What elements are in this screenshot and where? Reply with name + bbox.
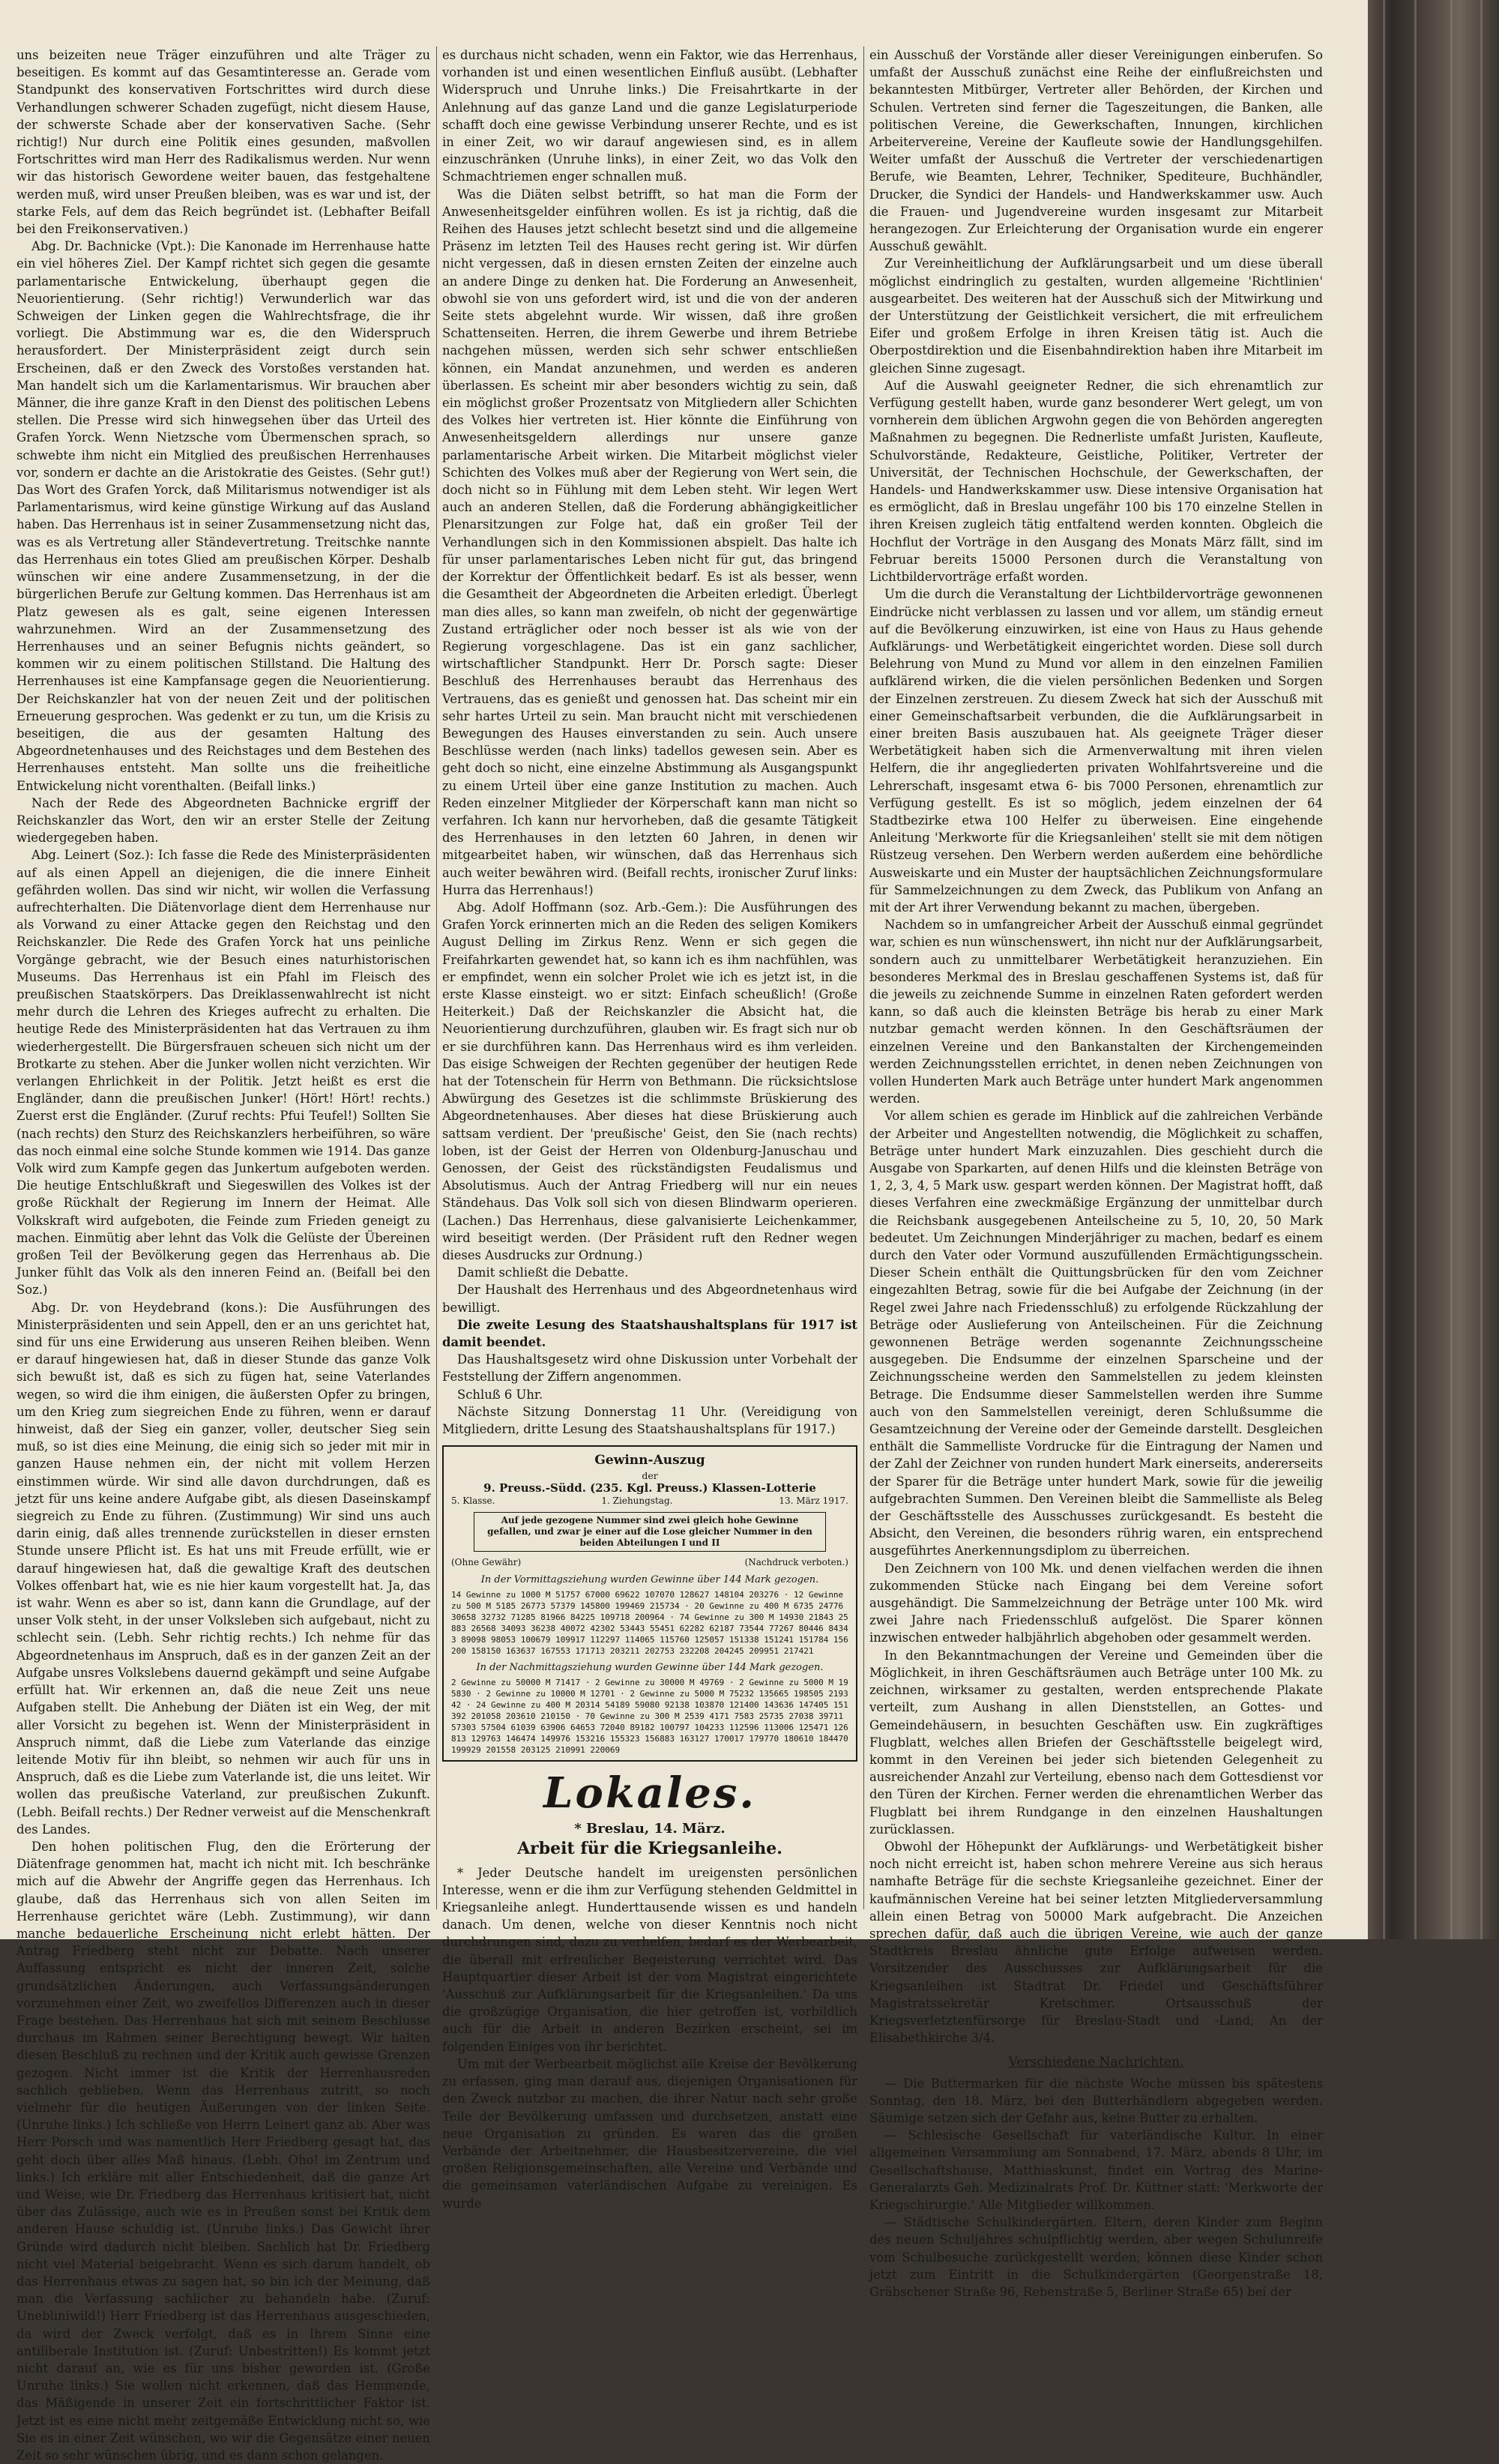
afternoon-draw-numbers: 2 Gewinne zu 50000 M 71417 · 2 Gewinne zu 30000 M 49769 · 2 Gewinne zu 5000 M 195830 · 2 Gewinne zu 10000 M 12701 · 2 Gewinne zu 5000 M 75232 135665 198505 219342 · 24 Gewinne zu 400 M 20314 54189 59080 92138 103870 121400 143636 147405 151392 201058 203610 210150 · 70 Gewinne zu 300 M 2539 4171 7583 25735 27038 39711 57303 57504 61039 63906 64653 72040 89182 100797 104233 112596 113006 125471 126813 129763 146474 149976 153216 155323 156883 163127 170017 179770 180610 184470 199929 201558 203125 210991 220069 [451, 1678, 848, 1756]
paragraph: Den hohen politischen Flug, den die Erörterung der Diätenfrage genommen hat, macht ich nicht mit. Ich beschränke mich auf die Abwehr der Angriffe gegen das Herrenhaus. Ich glaube, daß das Herrenhaus sich von allen Seiten im Herrenhause gerichtet wäre (Lebh. Zustimmung), wir dann manche bedauerliche Erscheinung nicht erlebt hätten. Der Antrag Friedberg steht nicht zur Debatte. Nach unserer Auffassung entspricht es nicht der inneren Zeit, solche grundsätzlichen Änderungen, auch Verfassungsänderungen vorzunehmen einer Zeit, wo zweifellos Differenzen auch in dieser Frage bestehen. Das Herrenhaus hat sich mit seinem Beschlusse durchaus im Rahmen seiner Berechtigung bewegt. Wir halten diesen Beschluß zu rechnen und der Kritik auch gewisse Grenzen gezogen. Nicht immer ist die Kritik der Herrenhausreden sachlich geblieben. Wenn das Herrenhaus zutritt, so noch vielmehr für die heutigen Äußerungen von der linken Seite. (Unruhe links.) Ich schließe von Herrn Leinert ganz ab. Aber was Herr Porsch und was namentlich Herr Friedberg gesagt hat, das geht doch über alles Maß hinaus. (Lebh. Oho! im Zentrum und links.) Ich erkläre mit aller Entschiedenheit, daß die ganze Art und Weise, wie Dr. Friedberg das Herrenhaus kritisiert hat, nicht über das Zulässige, auch wie es in Preußen sonst bei Kritik dem anderen Hause schuldig ist. (Unruhe links.) Das Gewicht ihrer Gründe wird dadurch nicht bleiben. Sachlich hat Dr. Friedberg nicht viel Material beigebracht. Wenn es sich darum handelt, ob das Herrenhaus etwas zu sagen hat, so bin ich der Meinung, daß man die Verfassung sachlicher zu behandeln habe. (Zuruf: Unebliniwild!) Herr Friedberg ist das Herrenhaus ausgeschieden, da wird der Zweck verfolgt, daß es in Ihrem Sinne eine antiliberale Institution ist. (Zuruf: Unbestritten!) Es kommt jetzt nicht darauf an, wie es für uns bisher geworden ist. (Große Unruhe links.) Sie wollen nicht erkennen, daß das Hemmende, das Mäßigende in unserer Zeit ein fortschrittlicher Faktor ist. Jetzt ist es eine nicht mehr zeitgemäße Entwicklung nicht so, wie Sie es in einer Zeit wünschen, wo wir die Gegensätze einer neuen Zeit so sehr wünschen übrig, und es dann schon gelangen. [16, 1839, 430, 2463]
paragraph: Abg. Dr. Bachnicke (Vpt.): Die Kanonade im Herrenhause hatte ein viel höheres Ziel. Der Kampf richtet sich gegen die gesamte parlamentarische Entwickelung, überhaupt gegen die Neuorientierung. (Sehr richtig!) Verwunderlich war das Schweigen der Linken gegen die Wahlrechtsfrage, die ihr vorliegt. Die Abstimmung war es, die den Widerspruch herausfordert. Der Ministerpräsident zeigt durch sein Erscheinen, daß er den Zweck des Vorstoßes verstanden hat. Man handelt sich um die Karlamentarismus. Wir brauchen aber Männer, die ihre ganze Kraft in den Dienst des politischen Lebens stellen. Die Presse wird sich hinwegsehen über das Urteil des Grafen Yorck. Wenn Nietzsche vom Übermenschen sprach, so schwebte ihm nicht ein Mitglied des preußischen Herrenhauses vor, sondern er dachte an die Aristokratie des Geistes. (Sehr gut!) Das Wort des Grafen Yorck, daß Militarismus notwendiger ist als Parlamentarismus, wird keine günstige Wirkung auf das Ausland haben. Das Herrenhaus ist in seiner Zusammensetzung nicht das, was es als Vertretung aller Ständevertretung. Treitschke nannte das Herrenhaus ein totes Glied am preußischen Körper. Deshalb wünschen wir eine andere Zusammensetzung, in der die bürgerlichen Berufe zur Geltung kommen. Das Herrenhaus ist am Platz gewesen als es galt, seine eigenen Interessen wahrzunehmen. Wird an der Zusammensetzung des Herrenhauses und an seiner Befugnis nichts geändert, so kommen wir zu einem politischen Stillstand. Die Haltung des Herrenhauses ist eine Kampfansage gegen die Neuorientierung. Der Reichskanzler hat von der neuen Zeit und der politischen Erneuerung gesprochen. Was gedenkt er zu tun, um die Krisis zu beseitigen, die aus der gesamten Haltung des Abgeordnetenhauses und des Reichstages und dem Bestehen des Herrenhauses entsteht. Man sollte uns die freiheitliche Entwickelung nicht vorenthalten. (Beifall links.) [16, 239, 430, 793]
lottery-draw-day: 1. Ziehungstag. [601, 1495, 673, 1507]
lottery-reprint: (Nachdruck verboten.) [744, 1557, 848, 1568]
lottery-date: 13. März 1917. [779, 1495, 848, 1507]
lokales-dateline: * Breslau, 14. März. [574, 1821, 726, 1837]
paragraph: Abg. Leinert (Soz.): Ich fasse die Rede des Ministerpräsidenten auf als einen Appell an diejenigen, die die innere Einheit gefährden wollen. Das sind wir nicht, wir wollen die Verfassung aufrechterhalten. Die Diätenvorlage dient dem Herrenhause nur als Vorwand zu einer Attacke gegen den Reichstag und den Reichskanzler. Die Rede des Grafen Yorck hat uns peinliche Vorgänge gebracht, wie der Besuch eines naturhistorischen Museums. Das Herrenhaus ist ein Pfahl im Fleisch des preußischen Staatskörpers. Das Dreiklassenwahlrecht ist nicht mehr durch die Lehren des Krieges aufrecht zu erhalten. Die heutige Rede des Ministerpräsidenten hat das Vertrauen zu ihm wiederhergestellt. Die Bürgersfrauen scheuen sich nicht um der Brotkarte zu stehen. Aber die Junker wollen nicht verzichten. Wir verlangen Ehrlichkeit in der Politik. Jetzt heißt es erst die Engländer, dann die preußischen Junker! (Hört! Hört! rechts.) Zuerst erst die Engländer. (Zuruf rechts: Pfui Teufel!) Sollten Sie (nach rechts) den Sturz des Reichskanzlers herbeiführen, so wäre das noch einmal eine solche Stunde kommen wie 1914. Das ganze Volk wird zum Kampfe gegen das Junkertum aufgeboten werden. Die heutige Entschlußkraft und Siegeswillen des Volkes ist der große Rückhalt der Regierung im Innern der Heimat. Alle Volkskraft wird aufgeboten, die Feinde zum Frieden geneigt zu machen. Einmütig aber lehnt das Volk die Gelüste der Übereinen großen Teil der Bevölkerung gegen das Herrenhaus ab. Die Junker fühlt das Volk als den inneren Feind an. (Beifall bei den Soz.) [16, 848, 430, 1298]
paragraph: Damit schließt die Debatte. [457, 1265, 629, 1280]
morning-draw-numbers: 14 Gewinne zu 1000 M 51757 67000 69622 107070 128627 148104 203276 · 12 Gewinne zu 500 M 5185 26773 57379 145800 199469 215734 · 20 Gewinne zu 400 M 6735 24776 30658 32732 71285 81966 84225 109718 200964 · 74 Gewinne zu 300 M 14930 21843 25883 26568 34093 36238 40072 42302 53443 55451 62282 62187 73544 77267 80446 84343 89098 98053 100679 109917 112297 114065 115760 125057 151338 151241 151784 156200 158150 163637 167553 171713 203211 202753 232208 204245 209951 217421 [451, 1590, 848, 1657]
paragraph: Nachdem so in umfangreicher Arbeit der Ausschuß einmal gegründet war, schien es nun wünschenswert, ihn nicht nur der Aufklärungsarbeit, sondern auch zu unmittelbarer Werbetätigkeit heranzuziehen. Ein besonderes Merkmal des in Breslau geschaffenen Systems ist, daß für die jeweils zu zeichnende Summe in einzelnen Raten gefordert werden kann, so daß auch die kleinsten Beträge bis herab zu einer Mark nutzbar gemacht werden können. In den Geschäftsräumen der einzelnen Vereine und den Bankanstalten der Kirchengemeinden werden Zeichnungsstellen errichtet, in denen neben Zeichnungen von vollen Hunderten Mark auch Beträge unter hundert Mark angenommen werden. [869, 918, 1323, 1106]
paragraph: es durchaus nicht schaden, wenn ein Faktor, wie das Herrenhaus, vorhanden ist und einen wesentlichen Einfluß ausübt. (Lebhafter Widerspruch und Unruhe links.) Die Freisahrtkarte in der Anlehnung auf das ganze Land und die ganze Legislaturperiode schafft doch eine gewisse Verbindung unserer Rechte, und es ist in einer Zeit, wo wir darauf angewiesen sind, es in allem einzuschränken (Unruhe links), in einer Zeit, wo das Volk den Schmachtriemen enger schnallen muß. [442, 48, 857, 184]
paragraph: Abg. Dr. von Heydebrand (kons.): Die Ausführungen des Ministerpräsidenten und sein Appell, den er an uns gerichtet hat, sind für uns eine Erwiderung aus unseren Reihen bleiben. Wenn er darauf hingewiesen hat, daß in dieser Stunde das ganze Volk sich bewußt ist, daß es sich zu fügen hat, seine Vaterlandes wegen, so wird die ihm einigen, die äußersten Opfer zu bringen, um den Krieg zum siegreichen Ende zu führen, wenn er darauf hinweist, daß der Sieg ein ganzer, voller, deutscher Sieg sein muß, so ist dies eine Meinung, die einig sich so jeder mit mir in ganzen Hause nehmen ein, der nicht mit vollem Herzen einstimmen würde. Wir sind alle davon durchdrungen, daß es jetzt für uns keine andere Aufgabe gibt, als diesen Daseinskampf siegreich zu Ende zu führen. (Zustimmung) Wir sind uns auch darin einig, daß alles trennende zurückstellen in dieser ernsten Stunde unsere Pflicht ist. Es hat uns mit Freude erfüllt, wie er darauf hingewiesen hat, daß die gewaltige Kraft des deutschen Volkes offenbart hat, wie es nie hier kaum vorgestellt hat. Ja, das ist wahr. Wenn es aber so ist, dann kann die Grundlage, auf der unser Volk steht, in der unser Volksleben sich aufgebaut, nicht zu schlecht sein. (Lebh. Sehr richtig rechts.) Ich nehme für das Abgeordnetenhaus im Anspruch, daß es in der ganzen Zeit an der Aufgabe unsres Volkslebens dauernd gekämpft und seine Aufgabe erfüllt hat. Wir erkennen an, daß die neue Zeit uns neue Aufgaben stellt. Die Anhebung der Diäten ist ein Weg, der mit aller Vorsicht zu begehen ist. Wenn der Ministerpräsident in Anspruch nimmt, daß die Liebe zum Vaterlande das einzige leitende Motiv für ihn bleibt, so nehmen wir auch für uns in Anspruch, daß es die Liebe zum Vaterlande ist, die uns leitet. Wir wollen das preußische Vaterland, zur preußischen Zukunft. (Lebh. Beifall rechts.) Der Redner verweist auf die Menschenkraft des Landes. [16, 1300, 430, 1837]
lottery-box [442, 1445, 857, 1762]
paragraph: Das Haushaltsgesetz wird ohne Diskussion unter Vorbehalt der Feststellung der Ziffern angenommen. [442, 1352, 857, 1385]
paragraph: Was die Diäten selbst betrifft, so hat man die Form der Anwesenheitsgelder einführen wollen. Es ist ja richtig, daß die Reihen des Hauses jetzt schlecht besetzt sind und die allgemeine Präsenz im letzten Teil des Hauses recht gering ist. Wir dürfen nicht vergessen, daß in diesen ernsten Zeiten der einzelne auch an andere Dinge zu denken hat. Die Forderung an Anwesenheit, obwohl sie von uns gefordert wird, ist und die von der anderen Seite stets abgelehnt wurde. Wir wissen, daß ihre großen Schattenseiten. Herren, die ihrem Gewerbe und ihrem Betriebe nachgehen müssen, werden sich sehr schwer entschließen können, ein Mandat anzunehmen, und werden es anderen überlassen. Es scheint mir aber besonders wichtig zu sein, daß ein möglichst großer Prozentsatz von Mitgliedern aller Schichten des Volkes hier vertreten ist. Hier könnte die Einführung von Anwesenheitsgeldern allerdings nur unsere ganze parlamentarische Arbeit wirken. Die Mitarbeit möglichst vieler Schichten des Volkes muß aber der Regierung von Wert sein, die doch nicht so in Fühlung mit dem Leben steht. Wir legen Wert auch an anderen Stellen, daß die Forderung abhängigkeitlicher Plenarsitzungen zur Folge hat, daß ein großer Teil der Verhandlungen sich in den Kommissionen abspielt. Das halte ich für unser parlamentarisches Leben nicht für gut, das bringend der Korrektur der Öffentlichkeit bedarf. Es ist als besser, wenn die Gesamtheit der Abgeordneten die Arbeiten erledigt. Überlegt man dies alles, so kann man zweifeln, ob nicht der gegenwärtige Zustand erträglicher oder noch besser ist als wie von der Regierung vorgeschlagene. Das ist ein ganz sachlicher, wirtschaftlicher Standpunkt. Herr Dr. Porsch sagte: Dieser Beschluß des Herrenhauses beraubt das Herrenhaus des Vertrauens, das es genießt und genossen hat. Das scheint mir ein sehr hartes Urteil zu sein. Man braucht nicht mit verschiedenen Bewegungen des Hauses einverstanden zu sein. Auch unsere Beschlüsse werden (nach links) tadellos gewesen sein. Aber es geht doch so nicht, eine einzelne Abstimmung als Ausgangspunkt zu einem Urteil über eine ganze Institution zu machen. Auch Reden einzelner Mitglieder der Körperschaft kann man nicht so verfahren. Ich kann nur hervorheben, daß die gesamte Tätigkeit des Herrenhauses in den letzten 60 Jahren, in denen wir mitgearbeitet haben, wir wünschen, daß das Herrenhaus sich auch weiter bewähren wird. (Beifall rechts, ironischer Zuruf links: Hurra das Herrenhaus!) [442, 187, 857, 897]
lottery-info-row [451, 1495, 848, 1507]
paragraph: Abg. Adolf Hoffmann (soz. Arb.-Gem.): Die Ausführungen des Grafen Yorck erinnerten mich an die Reden des seligen Komikers August Delling im Zirkus Renz. Wenn er sich gegen die Freifahrkarten gewendet hat, so kann ich es ihm nachfühlen, was er empfindet, wenn ein solcher Prolet wie ich es jetzt ist, in die erste Klasse einsteigt. wo er sitzt: Einfach scheußlich! (Große Heiterkeit.) Daß der Reichskanzler die Absicht hat, die Neuorientierung durchzuführen, glauben wir. Es fragt sich nur ob er sie durchführen kann. Das Herrenhaus wird es ihm verleiden. Das eisige Schweigen der Rechten gegenüber der heutigen Rede hat der Totenschein für Herrn von Bethmann. Die rücksichtslose Abwürgung des Gesetzes ist die schlimmste Brüskierung des Abgeordnetenhauses. Aber dieses hat diese Brüskierung auch sattsam verdient. Der 'preußische' Geist, den Sie (nach rechts) loben, ist der Geist der Herren von Oldenburg-Januschau und Genossen, der Geist des rückständigsten Feudalismus und Absolutismus. Auch der Antrag Friedberg will nur ein neues Ständehaus. Das Volk soll sich von diesen Blindwarm operieren. (Lachen.) Das Herrenhaus, diese galvanisierte Leichenkammer, wird beseitigt werden. (Der Präsident ruft den Redner wegen dieses Ausdrucks zur Ordnung.) [442, 900, 857, 1263]
paragraph: Um die durch die Veranstaltung der Lichtbildervorträge gewonnenen Eindrücke nicht verblassen zu lassen und vor allem, um ständig erneut auf die Bevölkerung einzuwirken, ist eine von Haus zu Haus gehende Aufklärungs- und Werbetätigkeit eingerichtet worden. Diese soll durch Belehrung von Mund zu Mund vor allem in den einzelnen Familien aufklärend wirken, die die vielen persönlichen Bedenken und Sorgen der Einzelnen zerstreuen. Zu diesem Zweck hat sich der Ausschuß mit einer Gemeinschaftsarbeit verbunden, die die Aufklärungsarbeit in einer breiten Basis auszubauen hat. Als geeignete Träger dieser Werbetätigkeit haben sich die Armenverwaltung mit ihren vielen Helfern, die ihr angegliederten privaten Wohlfahrtsvereine und die Lehrerschaft, insgesamt etwa 6- bis 7000 Personen, ehrenamtlich zur Verfügung gestellt. Es ist so möglich, jedem einzelnen der 64 Stadtbezirke etwa 100 Helfer zu überweisen. Eine eingehende Anleitung 'Merkworte für die Kriegsanleihen' stellt sie mit dem nötigen Rüstzeug versehen. Den Werbern werden außerdem eine behördliche Ausweiskarte und ein Muster der hauptsächlichen Zeichnungsformulare für Sammelzeichnungen zu dem Zweck, das Publikum von Anfang an mit der Art ihrer Verwendung bekannt zu machen, übergeben. [869, 587, 1323, 915]
lottery-no-guarantee: (Ohne Gewähr) [451, 1557, 522, 1568]
paragraph: Obwohl der Höhepunkt der Aufklärungs- und Werbetätigkeit bisher noch nicht erreicht ist, haben schon mehrere Vereine aus sich heraus namhafte Beträge für die sechste Kriegsanleihe gezeichnet. Einer der kaufmännischen Vereine hat bei seiner letzten Mitgliederversammlung allein einen Betrag von 50000 Mark aufgebracht. Die Anzeichen sprechen dafür, daß auch die übrigen Vereine, wie auch der ganze Stadtkreis Breslau ähnliche gute Erfolge aufweisen werden. Vorsitzender des Ausschusses zur Aufklärungsarbeit für die Kriegsanleihen ist Stadtrat Dr. Friedel und Geschäftsführer Magistratssekretär Kretschmer. Ortsausschuß der Kriegsverletztenfürsorge für Breslau-Stadt und -Land, An der Elisabethkirche 3/4. [869, 1839, 1323, 2046]
afternoon-draw [451, 1661, 848, 1756]
lottery-class: 5. Klasse. [451, 1495, 495, 1507]
paragraph: Zur Vereinheitlichung der Aufklärungsarbeit und um diese überall möglichst eindringlich zu gestalten, wurden allgemeine 'Richtlinien' ausgearbeitet. Des weiteren hat der Ausschuß sich der Mitwirkung und der Unterstützung der Geistlichkeit versichert, die mit erfreulichem Eifer und großem Erfolge in ihren Kreisen tätig ist. Auch die Oberpostdirektion und die Eisenbahndirektion haben ihre Mitarbeit im gleichen Sinne zugesagt. [869, 256, 1323, 376]
morning-draw-title: In der Vormittagsziehung wurden Gewinne über 144 Mark gezogen. [480, 1574, 819, 1586]
column-rule [863, 46, 864, 1909]
paragraph: Die zweite Lesung des Staatshaushaltsplans für 1917 ist damit beendet. [442, 1317, 857, 1350]
paragraph: Den Zeichnern von 100 Mk. und denen vielfachen werden die ihnen zukommenden Stücke nach Eingang bei dem Vereine sofort ausgehändigt. Die Sammelzeichnung der Beträge unter 100 Mk. wird zwei Jahre nach Friedensschluß aufgelöst. Die Sparer können inzwischen entweder halbjährlich abgehoben oder gesammelt werden. [869, 1561, 1323, 1645]
book-binding [1368, 0, 1499, 1939]
column-2 [442, 46, 857, 2211]
column-1 [16, 46, 430, 2463]
lokales-heading: Lokales. [543, 1768, 756, 1819]
paragraph: Vor allem schien es gerade im Hinblick auf die zahlreichen Verbände der Arbeiter und Angestellten notwendig, die Möglichkeit zu schaffen, Beträge unter hundert Mark einzuzahlen. Dies geschieht durch die Ausgabe von Sparkarten, auf denen Hilfs und die kleinsten Beträge von 1, 2, 3, 4, 5 Mark usw. gespart werden können. Der Magistrat hofft, daß dieses Verfahren eine zweckmäßige Ergänzung der unmittelbar durch die Reichsbank ausgegebenen Anteilscheine zu 5, 10, 20, 50 Mark bedeutet. Um Zeichnungen Minderjähriger zu machen, bedarf es einem durch den Vater oder Vormund auszufüllenden Ermächtigungsschein. Dieser Schein enthält die Quittungsbrücken für den vom Zeichner eingezahlten Betrag, sowie für die bei Aufgabe der Zeichnung (in der Regel zwei Jahre nach Friedensschluß) zu erfolgende Rückzahlung der Beträge oder Auslieferung von Anteilscheinen. Für die Zeichnung gewonnenen Beträge werden sogenannte Zeichnungsscheine ausgegeben. Die Endsumme der einzelnen Sparscheine und der Zeichnungsscheine werden den Sammelstellen zu jedem kleinsten Betrage. Die Endsumme dieser Sammelstellen werden ihre Summe auch von den Sammelstellen vereinigt, deren Schlußsumme die Gesamtzeichnung der Vereine oder der Gemeinde darstellt. Desgleichen enthält die Sammelliste Vordrucke für die Eintragung der Namen und der Zahl der Zeichner von runden hundert Mark einerseits, andererseits der Sparer für die Beträge unter hundert Mark, sowie für die jeweilig aufgebrachten Summen. Den Vereinen bleibt die Sammelliste als Beleg der Geschäftsstelle des Ausschusses zurückgesandt. Es besteht die Absicht, den Vereinen, die besonders rührig waren, ein entsprechend ausgeführtes Anerkennungsdiplom zu überreichen. [869, 1109, 1323, 1558]
column-3 [869, 46, 1323, 2299]
lottery-heading: 9. Preuss.-Südd. (235. Kgl. Preuss.) Klassen-Lotterie [483, 1481, 816, 1495]
morning-draw [451, 1573, 848, 1657]
news-item: — Die Buttermarken für die nächste Woche müssen bis spätestens Sonntag, den 18. März, bei den Butterhändlern abgegeben werden. Säumige setzen sich der Gefahr aus, keine Butter zu erhalten. [869, 2076, 1323, 2125]
paragraph: Schluß 6 Uhr. [457, 1387, 543, 1402]
paragraph: Nächste Sitzung Donnerstag 11 Uhr. (Vereidigung von Mitgliedern, dritte Lesung des Staatshaushaltsplans für 1917.) [442, 1404, 857, 1437]
afternoon-draw-title: In der Nachmittagsziehung wurden Gewinne über 144 Mark gezogen. [476, 1662, 824, 1674]
paragraph: Der Haushalt des Herrenhaus und des Abgeordnetenhaus wird bewilligt. [442, 1283, 857, 1315]
paragraph: Nach der Rede des Abgeordneten Bachnicke ergriff der Reichskanzler das Wort, den wir an erster Stelle der Zeitung wiedergegeben haben. [16, 795, 430, 846]
lottery-notice: Auf jede gezogene Nummer sind zwei gleich hohe Gewinne gefallen, und zwar je einer auf die Lose gleicher Nummer in den beiden Abteilungen I und II [474, 1512, 826, 1552]
paragraph: In den Bekanntmachungen der Vereine und Gemeinden über die Möglichkeit, in ihren Geschäftsräumen auch Beträge unter 100 Mk. zu zeichnen, wirksamer zu gestalten, werden entsprechende Plakate verteilt, zum Aushang in allen Dienststellen, an Gottes- und Gemeindehäusern, in besuchten Geschäften usw. Ein zugkräftiges Flugblatt, welches allen Briefen der Geschäftsstelle beigelegt wird, kommt in den Vereinen bei jeder sich bietenden Gelegenheit zu ausreichender Anzahl zur Verteilung, ebenso nach dem Gottesdienst vor den Türen der Kirchen. Ferner werden die ehrenamtlichen Werber das Flugblatt bei ihrem Rundgange in den einzelnen Haushaltungen zurücklassen. [869, 1648, 1323, 1837]
paragraph: * Jeder Deutsche handelt im ureigensten persönlichen Interesse, wenn er die ihm zur Verfügung stehenden Geldmittel in Kriegsanleihe anlegt. Hunderttausende wissen es und handeln danach. Um denen, welche von dieser Kenntnis noch nicht durchdrungen sind, dazu zu verhelfen, bedarf es der Werbearbeit, die überall mit erfreulicher Begeisterung verrichtet wird. Das Hauptquartier dieser Arbeit ist der vom Magistrat eingerichtete 'Ausschuß zur Aufklärungsarbeit für die Kriegsanleihen.' Da uns die großzügige Organisation, die hier getroffen ist, vorbildlich auch für die Arbeit in anderen Bezirken erscheint, sei im folgenden Einiges von ihr berichtet. [442, 1865, 857, 2054]
news-item: — Städtische Schulkindergärten. Eltern, deren Kinder zum Beginn des neuen Schuljahres schulpflichtig werden, aber wegen Schulunreife vom Schulbesuche zurückgestellt werden, können diese Kinder schon jetzt zum Eintritt in die Schulkindergärten (Georgenstraße 18, Gräbschener Straße 96, Rebenstraße 5, Berliner Straße 65) bei der [869, 2215, 1323, 2299]
paragraph: Um mit der Werbearbeit möglichst alle Kreise der Bevölkerung zu erfassen, ging man darauf aus, diejenigen Organisationen für den Zweck nutzbar zu machen, die ihrer Natur nach sehr große Teile der Bevölkerung umfassen und durchsetzen, anstatt eine neue Organisation zu gründen. Es waren das die großen Verbände der Arbeitnehmer, die Hausbesitzervereine, die viel großen Religionsgemeinschaften, alle Vereine und Verbände und die gemeinsamen vaterländischen Aufgabe zu vereinigen. Es wurde [442, 2056, 857, 2211]
news-item: — Schlesische Gesellschaft für vaterländische Kultur. In einer allgemeinen Versammlung am Sonnabend, 17. März, abends 8 Uhr, im Gesellschaftshause, Matthiaskunst, findet ein Vortrag des Marine-Generalarzts Geh. Medizinalrats Prof. Dr. Küttner statt: 'Merkworte der Kriegschirurgie.' Alle Mitglieder willkommen. [869, 2128, 1323, 2212]
lottery-title: Gewinn-Auszug [594, 1453, 705, 1469]
paragraph: Auf die Auswahl geeigneter Redner, die sich ehrenamtlich zur Verfügung gestellt haben, wurde ganz besonderer Wert gelegt, um von vornherein dem üblichen Argwohn gegen die von Behörden angeregten Maßnahmen zu begegnen. Die Rednerliste umfaßt Juristen, Kaufleute, Schulvorstände, Redakteure, Geistliche, Politiker, Vertreter der Universität, der Technischen Hochschule, der Gewerkschaften, der Handels- und Handwerkskammer usw. Diese intensive Organisation hat es ermöglicht, daß in Breslau ungefähr 100 bis 170 einzelne Stellen in ihren Kreisen zugleich tätig entfaltend werden konnten. Obgleich die Hochflut der Vorträge in den Ausgang des Monats März fällt, sind im Februar bereits 15000 Personen durch die Veranstaltung von Lichtbildervorträge erfaßt worden. [869, 378, 1323, 585]
news-section-title: Verschiedene Nachrichten. [1008, 2055, 1184, 2070]
lottery-guarantee-row [451, 1556, 848, 1569]
lottery-der: der [642, 1470, 658, 1482]
paragraph: ein Ausschuß der Vorstände aller dieser Vereinigungen einberufen. So umfaßt der Ausschuß zunächst eine Reihe der einflußreichsten und bekanntesten Mitbürger, Vertreter aller Behörden, der Kirchen und Schulen. Vertreten sind ferner die Tageszeitungen, die Banken, alle politischen Vereine, die Gewerkschaften, Innungen, kirchlichen Arbeitervereine, Vereine der Kaufleute sowie der Handlungsgehilfen. Weiter umfaßt der Ausschuß die Vertreter der verschiedenartigen Berufe, wie Beamten, Lehrer, Techniker, Spediteure, Buchhändler, Drucker, die Syndici der Handels- und Handwerkskammer usw. Auch die Frauen- und Jugendvereine wurden insgesamt zur Mitarbeit herangezogen. Zur Erleichterung der Organisation wurde ein engerer Ausschuß gewählt. [869, 48, 1323, 254]
article-headline: Arbeit für die Kriegsanleihe. [517, 1839, 782, 1859]
paragraph: uns beizeiten neue Träger einzuführen und alte Träger zu beseitigen. Es kommt auf das Gesamtinteresse an. Gerade vom Standpunkt des konservativen Fortschrittes wird durch diese Verhandlungen schwerer Schaden zugefügt, nicht diesem Hause, der schwerste Schade aber der konservativen Sache. (Sehr richtig!) Nur durch eine Politik eines gesunden, maßvollen Fortschrittes wird man Herr des Radikalismus werden. Nur wenn wir das historisch Gewordene weiter bauen, das festgehaltene werden muß, wird unser Preußen bleiben, was es war und ist, der starke Fels, auf dem das Reich begründet ist. (Lebhafter Beifall bei den Freikonservativen.) [16, 48, 430, 237]
column-rule [436, 46, 437, 1909]
